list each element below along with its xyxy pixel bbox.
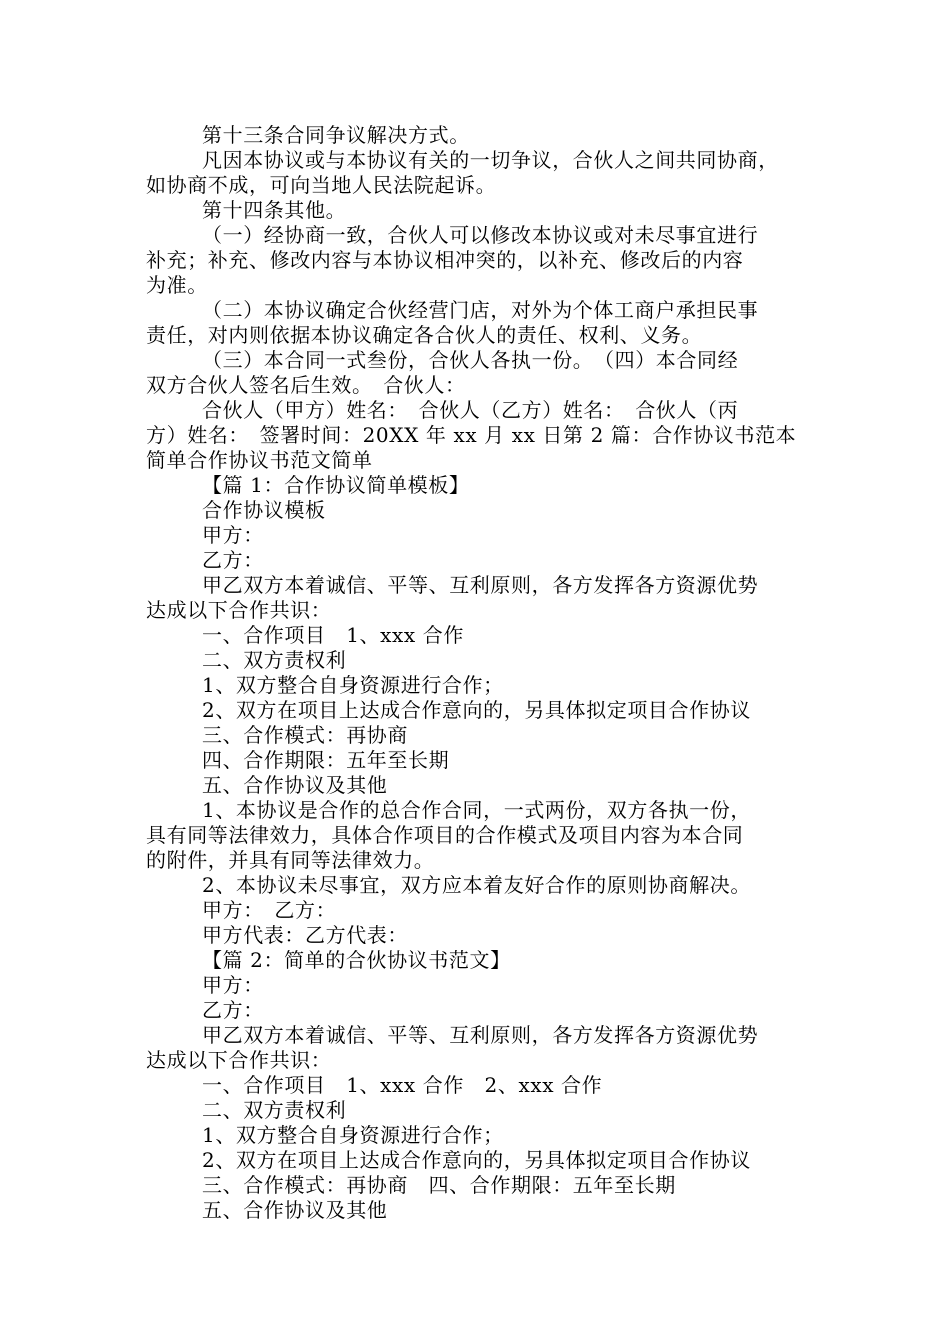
text-line: 甲乙双方本着诚信、平等、互利原则，各方发挥各方资源优势: [202, 573, 759, 597]
text-line: 为准。: [146, 273, 208, 297]
text-line: 具有同等法律效力，具体合作项目的合作模式及项目内容为本合同: [146, 823, 744, 847]
text-line: 方）姓名： 签署时间：20XX 年 xx 月 xx 日第 2 篇：合作协议书范本: [146, 423, 797, 447]
text-line: 责任，对内则依据本协议确定各合伙人的责任、权利、义务。: [146, 323, 703, 347]
text-line: 甲方： 乙方：: [202, 898, 337, 922]
text-line: 乙方：: [202, 998, 264, 1022]
text-line: 补充；补充、修改内容与本协议相冲突的，以补充、修改后的内容: [146, 248, 744, 272]
text-line: （一）经协商一致，合伙人可以修改本协议或对未尽事宜进行: [202, 223, 759, 247]
text-line: 第十四条其他。: [202, 198, 347, 222]
text-line: 双方合伙人签名后生效。 合伙人：: [146, 373, 466, 397]
text-line: 如协商不成，可向当地人民法院起诉。: [146, 173, 497, 197]
text-line: 2、双方在项目上达成合作意向的，另具体拟定项目合作协议: [202, 1148, 751, 1172]
text-line: 2、双方在项目上达成合作意向的，另具体拟定项目合作协议: [202, 698, 751, 722]
text-line: 甲乙双方本着诚信、平等、互利原则，各方发挥各方资源优势: [202, 1023, 759, 1047]
section-heading: 【篇 1：合作协议简单模板】: [202, 473, 470, 497]
text-line: 五、合作协议及其他: [202, 1198, 388, 1222]
text-line: 1、本协议是合作的总合作合同，一式两份，双方各执一份，: [202, 798, 751, 822]
text-line: 合作协议模板: [202, 498, 326, 522]
text-line: 一、合作项目 1、xxx 合作 2、xxx 合作: [202, 1073, 603, 1097]
text-line: 简单合作协议书范文简单: [146, 448, 373, 472]
text-line: 甲方代表：乙方代表：: [202, 923, 408, 947]
text-line: （二）本协议确定合伙经营门店，对外为个体工商户承担民事: [202, 298, 759, 322]
text-line: 三、合作模式：再协商: [202, 723, 408, 747]
text-line: 一、合作项目 1、xxx 合作: [202, 623, 464, 647]
text-line: 1、双方整合自身资源进行合作；: [202, 1123, 504, 1147]
section-heading: 【篇 2：简单的合伙协议书范文】: [202, 948, 511, 972]
text-line: 五、合作协议及其他: [202, 773, 388, 797]
text-line: 二、双方责权利: [202, 1098, 347, 1122]
text-line: 第十三条合同争议解决方式。: [202, 123, 470, 147]
text-line: 2、本协议未尽事宜，双方应本着友好合作的原则协商解决。: [202, 873, 751, 897]
text-line: 四、合作期限：五年至长期: [202, 748, 450, 772]
text-line: 的附件，并具有同等法律效力。: [146, 848, 435, 872]
text-line: 三、合作模式：再协商 四、合作期限：五年至长期: [202, 1173, 676, 1197]
text-line: 1、双方整合自身资源进行合作；: [202, 673, 504, 697]
text-line: 乙方：: [202, 548, 264, 572]
text-line: 达成以下合作共识：: [146, 598, 332, 622]
text-line: 二、双方责权利: [202, 648, 347, 672]
text-line: 凡因本协议或与本协议有关的一切争议，合伙人之间共同协商，: [202, 148, 779, 172]
text-line: 甲方：: [202, 973, 264, 997]
text-line: 合伙人（甲方）姓名： 合伙人（乙方）姓名： 合伙人（丙: [202, 398, 739, 422]
text-line: 达成以下合作共识：: [146, 1048, 332, 1072]
text-line: 甲方：: [202, 523, 264, 547]
text-line: （三）本合同一式叁份，合伙人各执一份。 （四）本合同经: [202, 348, 739, 372]
